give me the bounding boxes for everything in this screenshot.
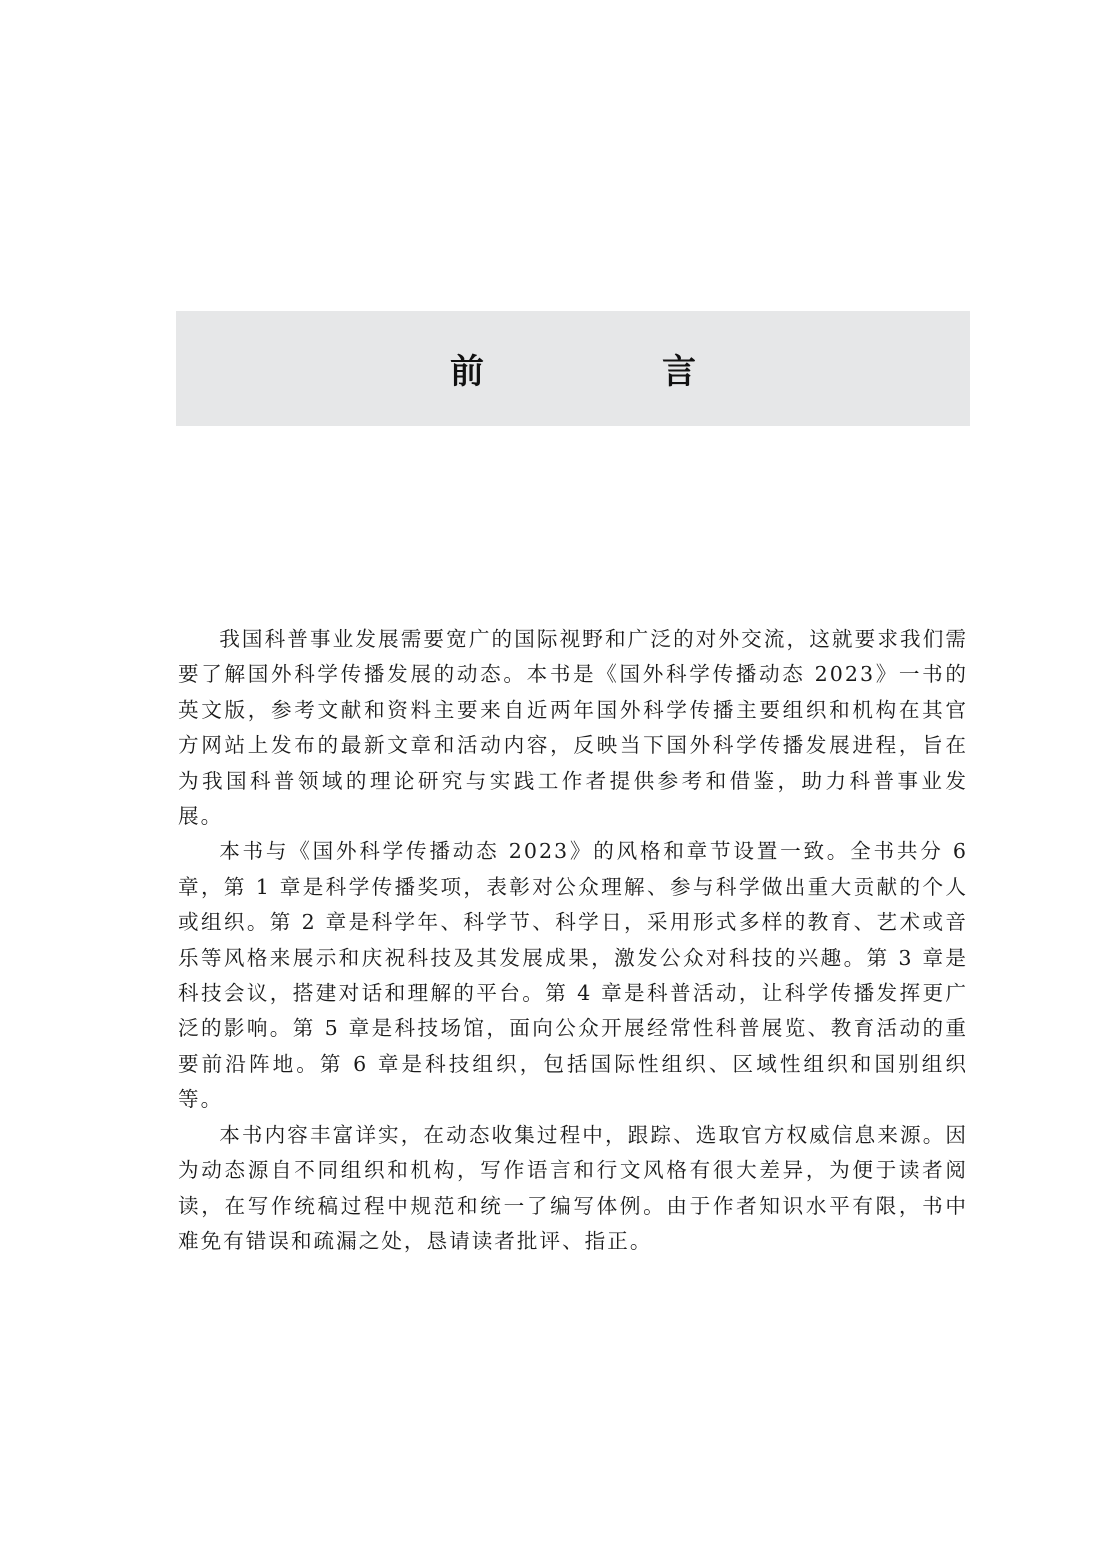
paragraph-2: 本书与《国外科学传播动态 2023》的风格和章节设置一致。全书共分 6 章，第 1 章是科学传播奖项，表彰对公众理解、参与科学做出重大贡献的个人或组织。第 2 章是科学年、科学节、科学日，采用形式多样的教育、艺术或音乐等风格来展示和庆祝科技及其发展成果，激发公众对科技的兴趣。第 3 章是科技会议，搭建对话和理解的平台。第 4 章是科普活动，让科学传播发挥更广泛的影响。第 5 章是科技场馆，面向公众开展经常性科普展览、教育活动的重要前沿阵地。第 6 章是科技组织，包括国际性组织、区域性组织和国别组织等。: [178, 839, 968, 1112]
paragraph-3: 本书内容丰富详实，在动态收集过程中，跟踪、选取官方权威信息来源。因为动态源自不同组织和机构，写作语言和行文风格有很大差异，为便于读者阅读，在写作统稿过程中规范和统一了编写体例。由于作者知识水平有限，书中难免有错误和疏漏之处，恳请读者批评、指正。: [178, 1122, 968, 1253]
title-band: [176, 311, 970, 426]
body-text: [178, 622, 968, 1259]
page-title: 前 言: [450, 352, 768, 392]
paragraph-1: 我国科普事业发展需要宽广的国际视野和广泛的对外交流，这就要求我们需要了解国外科学传播发展的动态。本书是《国外科学传播动态 2023》一书的英文版，参考文献和资料主要来自近两年国外科学传播主要组织和机构在其官方网站上发布的最新文章和活动内容，反映当下国外科学传播发展进程，旨在为我国科普领域的理论研究与实践工作者提供参考和借鉴，助力科普事业发展。: [178, 627, 968, 829]
